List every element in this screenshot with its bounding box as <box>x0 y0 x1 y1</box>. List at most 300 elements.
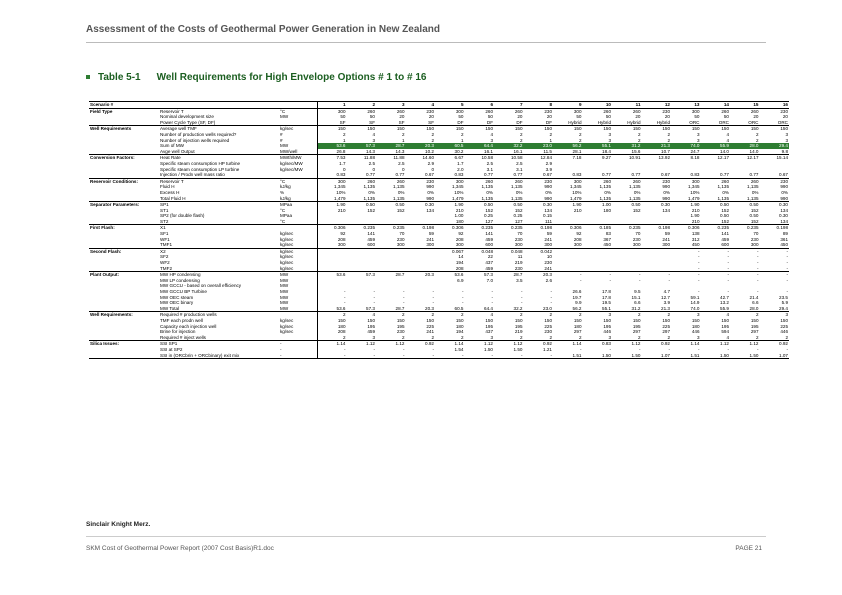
value-cell: 2 <box>612 312 642 318</box>
value-cell: 4 <box>726 334 729 340</box>
value-cell: 4 <box>347 312 377 318</box>
value-cell: 2.6 <box>545 277 552 283</box>
parameter-label: X1 <box>159 225 279 231</box>
table-number: Table 5-1 <box>98 72 141 83</box>
parameter-label: Required # production wells <box>159 312 279 318</box>
column-header: 9 <box>553 102 583 109</box>
value-cell: ORC <box>689 119 700 125</box>
value-cell: 150 <box>455 317 464 323</box>
value-cell: 225 <box>544 323 552 329</box>
value-cell: 150 <box>750 317 759 323</box>
value-cell: 6.6 <box>634 300 641 306</box>
value-cell: 150 <box>347 126 377 132</box>
value-cell: 3.5 <box>516 277 523 283</box>
value-cell: - <box>609 346 611 352</box>
value-cell: - <box>727 260 729 266</box>
value-cell: 20.3 <box>425 305 434 311</box>
value-cell: 14.3 <box>366 148 375 154</box>
unit-cell: kg/sec/MW <box>280 160 303 166</box>
value-cell: 92 <box>576 231 582 237</box>
value-cell: 20 <box>517 114 523 120</box>
value-cell: 28.1 <box>572 148 582 154</box>
value-cell: 14 <box>458 254 464 260</box>
value-cell: 1.14 <box>317 341 347 347</box>
parameter-label: MW HP condensing <box>159 272 279 278</box>
value-cell: 208 <box>573 236 582 242</box>
value-cell: - <box>701 272 731 278</box>
value-cell: 64.4 <box>465 143 495 149</box>
value-cell: 230 <box>406 178 436 184</box>
value-cell: - <box>583 272 613 278</box>
parameter-label: SP1 <box>159 202 279 208</box>
value-cell: 300 <box>691 108 700 114</box>
value-cell: 57.3 <box>366 305 375 311</box>
value-cell: - <box>432 346 434 352</box>
value-cell: 32.2 <box>513 305 523 311</box>
value-cell: 92 <box>458 231 464 237</box>
value-cell: 2 <box>431 334 434 340</box>
value-cell: 10.91 <box>612 155 642 161</box>
value-cell: 1.51 <box>553 353 583 359</box>
value-cell: - <box>697 265 700 271</box>
value-cell: 2 <box>785 334 788 340</box>
value-cell: 16.1 <box>513 148 523 154</box>
column-header: Scenario # <box>89 102 159 109</box>
value-cell: 219 <box>514 329 523 335</box>
value-cell: - <box>432 289 434 294</box>
value-cell: 2.5 <box>516 160 523 166</box>
value-cell: 31.2 <box>631 305 641 311</box>
value-cell: 300 <box>573 242 582 248</box>
column-header: 3 <box>376 102 406 109</box>
value-cell: 55.1 <box>583 143 613 149</box>
value-cell: - <box>697 346 700 352</box>
value-cell: 225 <box>780 323 788 329</box>
value-cell: 0.30 <box>779 213 788 219</box>
value-cell: 260 <box>583 178 613 184</box>
value-cell: 230 <box>760 178 790 184</box>
parameter-label: TMF2 <box>160 265 172 271</box>
value-cell: 230 <box>426 108 434 114</box>
parameter-label: Injection / Prodn well mass ratio <box>160 172 225 178</box>
value-cell: 300 <box>317 108 347 114</box>
value-cell: - <box>491 289 493 294</box>
value-cell: 450 <box>603 242 611 248</box>
value-cell: 2.9 <box>427 160 434 166</box>
value-cell: 1,479 <box>452 195 464 201</box>
unit-cell: MW <box>280 294 289 300</box>
value-cell: 83 <box>605 231 611 237</box>
value-cell: 152 <box>367 207 375 213</box>
value-cell: 3 <box>490 334 493 340</box>
value-cell: 195 <box>514 323 523 329</box>
value-cell: 195 <box>485 323 493 329</box>
value-cell: 1.50 <box>612 353 642 359</box>
value-cell: 300 <box>426 242 434 248</box>
parameter-label: X2 <box>159 248 279 254</box>
value-cell: 600 <box>721 242 729 248</box>
value-cell: 0.50 <box>701 202 731 208</box>
value-cell: - <box>317 289 347 295</box>
value-cell: 0.15 <box>543 213 552 219</box>
value-cell: 3 <box>372 334 375 340</box>
value-cell: 1,135 <box>363 184 375 190</box>
value-cell: 1.50 <box>583 353 613 359</box>
value-cell: - <box>402 346 405 352</box>
value-cell: 0.185 <box>583 225 613 231</box>
value-cell: 2 <box>494 312 524 318</box>
value-cell: 450 <box>780 242 788 248</box>
footer-rule <box>86 536 766 537</box>
value-cell: 2.0 <box>457 166 464 172</box>
value-cell: 22 <box>487 254 493 260</box>
value-cell: 150 <box>662 317 670 323</box>
value-cell: 3 <box>372 137 375 143</box>
value-cell: - <box>786 277 788 283</box>
value-cell: 150 <box>406 126 436 132</box>
value-cell: - <box>760 272 790 278</box>
value-cell: 208 <box>455 265 464 271</box>
value-cell: 2 <box>401 131 405 137</box>
unit-cell: kg/sec <box>280 329 294 335</box>
value-cell: 70 <box>635 231 641 237</box>
unit-cell: kg/sec <box>280 242 294 248</box>
parameter-label: ST2 <box>160 218 169 224</box>
value-cell: ORC <box>718 119 729 125</box>
value-cell: 150 <box>632 317 641 323</box>
value-cell: 4.7 <box>663 289 670 294</box>
value-cell: 195 <box>721 323 729 329</box>
value-cell: 150 <box>317 318 347 324</box>
value-cell: 2 <box>376 312 406 318</box>
value-cell: 10 <box>546 254 552 260</box>
value-cell: 3 <box>608 334 611 340</box>
value-cell: 0.30 <box>406 202 436 208</box>
value-cell: 2 <box>755 137 759 143</box>
value-cell: 134 <box>426 207 434 213</box>
value-cell: 437 <box>485 260 493 266</box>
value-cell: 3 <box>583 312 613 318</box>
unit-cell: % <box>280 189 285 195</box>
value-cell: 0% <box>751 189 759 195</box>
unit-cell: MW <box>279 272 317 278</box>
value-cell: 3 <box>671 312 701 318</box>
value-cell: 300 <box>455 108 464 114</box>
value-cell: 0.67 <box>661 172 670 178</box>
value-cell: 14.0 <box>749 148 759 154</box>
value-cell: 0 <box>401 166 405 172</box>
value-cell: - <box>550 294 552 300</box>
value-cell: 600 <box>485 242 493 248</box>
footer-doc: SKM Cost of Geothermal Power Report (2007 Cost Basis)R1.doc <box>86 545 274 552</box>
value-cell: 230 <box>662 108 670 114</box>
value-cell: 0.306 <box>435 225 465 231</box>
value-cell: 0.198 <box>524 225 554 231</box>
value-cell: 0.25 <box>484 213 493 219</box>
value-cell: 3 <box>785 137 788 143</box>
column-header: 1 <box>317 102 347 109</box>
value-cell: 14.0 <box>720 148 729 154</box>
unit-cell: °C <box>280 218 286 224</box>
unit-cell: kJ/kg <box>280 184 291 190</box>
value-cell: 0 <box>317 167 347 173</box>
value-cell: - <box>697 277 700 283</box>
value-cell: 1,135 <box>599 184 611 190</box>
value-cell: 195 <box>603 323 611 329</box>
value-cell: 29.4 <box>760 143 790 149</box>
value-cell: 19.7 <box>572 294 582 300</box>
value-cell: 297 <box>662 329 670 335</box>
unit-cell: kJ/kg <box>280 195 291 201</box>
value-cell: 150 <box>553 126 583 132</box>
value-cell: 3 <box>696 137 700 143</box>
value-cell: 195 <box>367 323 375 329</box>
table-caption: Well Requirements for High Envelope Options # 1 to # 16 <box>156 72 427 83</box>
value-cell: 20.3 <box>524 272 554 278</box>
value-cell: 150 <box>524 126 554 132</box>
value-cell: 2.5 <box>368 160 375 166</box>
value-cell: 260 <box>485 108 493 114</box>
unit-cell: °C <box>280 207 286 213</box>
value-cell: 10.2 <box>425 148 434 154</box>
value-cell: SF <box>317 120 347 126</box>
value-cell: 1,135 <box>717 184 729 190</box>
value-cell: 1.14 <box>435 341 465 347</box>
parameter-label: ST1 <box>160 207 169 213</box>
value-cell: 4 <box>726 137 729 143</box>
value-cell: 230 <box>544 260 552 266</box>
value-cell: 180 <box>317 324 347 330</box>
value-cell: 13.92 <box>642 155 672 161</box>
value-cell: 0.048 <box>494 248 524 254</box>
parameter-label: SF1 <box>160 231 169 237</box>
value-cell: 150 <box>367 317 375 323</box>
value-cell: 50 <box>487 114 493 120</box>
value-cell: 2 <box>637 131 641 137</box>
value-cell: - <box>579 346 582 352</box>
value-cell: 260 <box>603 108 611 114</box>
value-cell: 150 <box>691 317 700 323</box>
value-cell: 194 <box>455 329 464 335</box>
value-cell: 2 <box>642 312 672 318</box>
section-label <box>89 353 159 359</box>
value-cell: 180 <box>455 218 464 224</box>
value-cell: 0% <box>633 189 641 195</box>
value-cell: 0.235 <box>465 225 495 231</box>
unit-cell: kg/sec <box>280 254 294 260</box>
value-cell: 59 <box>428 231 434 237</box>
value-cell: - <box>730 248 760 254</box>
value-cell: - <box>347 353 377 359</box>
column-header: 8 <box>524 102 554 109</box>
parameter-label: SP2 (for double flash) <box>160 213 205 219</box>
value-cell: - <box>786 289 788 294</box>
value-cell: 230 <box>514 265 523 271</box>
value-cell: - <box>435 353 465 359</box>
value-cell: 1.12 <box>376 341 406 347</box>
value-cell: 260 <box>367 108 375 114</box>
value-cell: 459 <box>367 236 375 242</box>
value-cell: 6.67 <box>435 155 465 161</box>
value-cell: 1.00 <box>583 202 613 208</box>
value-cell: 11.88 <box>347 155 377 161</box>
value-cell: 50 <box>576 114 582 120</box>
value-cell: - <box>786 260 788 266</box>
value-cell: 1.90 <box>435 202 465 208</box>
value-cell: 3 <box>760 312 790 318</box>
parameter-label: Total Fluid H <box>160 195 186 201</box>
value-cell: - <box>461 300 464 306</box>
value-cell: 260 <box>701 178 731 184</box>
value-cell: 11.5 <box>543 148 552 154</box>
value-cell: - <box>317 353 347 359</box>
value-cell: Hybrid <box>597 119 611 125</box>
value-cell: - <box>609 277 611 283</box>
value-cell: - <box>317 300 347 306</box>
value-cell: 0.83 <box>572 172 582 178</box>
unit-cell: MPaa <box>279 202 317 208</box>
value-cell: - <box>553 272 583 278</box>
value-cell: 1,135 <box>629 184 641 190</box>
value-cell: 0.198 <box>642 225 672 231</box>
value-cell: 20 <box>546 114 552 120</box>
value-cell: - <box>402 300 405 306</box>
value-cell: 4 <box>372 131 375 137</box>
value-cell: 1.90 <box>690 213 700 219</box>
value-cell: 0.25 <box>513 213 523 219</box>
value-cell: 10.7 <box>661 148 670 154</box>
value-cell: 0.50 <box>612 202 642 208</box>
company-name: Sinclair Knight Merz. <box>86 521 151 528</box>
value-cell: 70 <box>517 231 523 237</box>
value-cell: 1,135 <box>511 184 523 190</box>
value-cell: 20 <box>664 114 670 120</box>
parameter-label: Required # inject wells <box>160 334 206 340</box>
value-cell: 0.235 <box>347 225 377 231</box>
value-cell: 0.30 <box>760 202 790 208</box>
value-cell: 50 <box>369 114 375 120</box>
value-cell: 0.306 <box>671 225 701 231</box>
value-cell: 0.83 <box>690 172 700 178</box>
value-cell: 2 <box>519 334 523 340</box>
value-cell: 225 <box>662 323 670 329</box>
value-cell: 1,479 <box>317 196 347 202</box>
value-cell: 208 <box>455 236 464 242</box>
value-cell: 2 <box>549 131 552 137</box>
value-cell: 0% <box>427 189 434 195</box>
value-cell: - <box>756 346 759 352</box>
table-title <box>86 72 426 83</box>
document-header: Assessment of the Costs of Geothermal Power Generation in New Zealand <box>86 24 440 35</box>
value-cell: 1 <box>401 137 405 143</box>
value-cell: 208 <box>317 329 347 335</box>
unit-cell: MW/well <box>280 148 298 154</box>
value-cell: 1,135 <box>511 195 523 201</box>
value-cell: 150 <box>573 317 582 323</box>
value-cell: 152 <box>632 207 641 213</box>
section-label: Field Type <box>90 108 113 114</box>
value-cell: 70 <box>753 231 759 237</box>
value-cell: 0.235 <box>494 225 524 231</box>
value-cell: 1.50 <box>513 346 523 352</box>
value-cell: 1,345 <box>688 184 700 190</box>
value-cell: - <box>727 346 729 352</box>
value-cell: 3.1 <box>486 166 493 172</box>
value-cell: Hybrid <box>656 119 670 125</box>
column-header: 7 <box>494 102 524 109</box>
value-cell: 53.6 <box>317 306 347 312</box>
column-header: 2 <box>347 102 377 109</box>
value-cell: - <box>756 289 759 294</box>
column-header: 10 <box>583 102 613 109</box>
value-cell: 15.6 <box>631 148 641 154</box>
value-cell: 3 <box>696 131 700 137</box>
value-cell: 1.14 <box>553 341 583 347</box>
value-cell: 7.18 <box>553 155 583 161</box>
value-cell: 2 <box>519 137 523 143</box>
value-cell: 152 <box>750 207 759 213</box>
unit-cell: kg/sec <box>279 248 317 254</box>
value-cell: 1,135 <box>717 195 729 201</box>
parameter-label: Reservoir T <box>160 108 184 114</box>
unit-cell: kg/sec/MW <box>280 166 303 172</box>
value-cell: SF <box>428 119 434 125</box>
value-cell: 20 <box>782 114 788 120</box>
value-cell: 10% <box>690 189 700 195</box>
value-cell: 1.12 <box>465 341 495 347</box>
value-cell: 13.2 <box>720 300 729 306</box>
value-cell: 150 <box>494 126 524 132</box>
value-cell: 1,135 <box>629 195 641 201</box>
parameter-label: MW Total <box>160 305 180 311</box>
value-cell: 230 <box>524 178 554 184</box>
value-cell: 1.12 <box>494 341 524 347</box>
value-cell: 0.50 <box>749 213 759 219</box>
value-cell: 208 <box>317 237 347 243</box>
value-cell: 260 <box>721 108 729 114</box>
value-cell: 2 <box>637 334 641 340</box>
value-cell: 57.3 <box>347 143 377 149</box>
value-cell: 1.90 <box>553 202 583 208</box>
value-cell: 194 <box>455 260 464 266</box>
value-cell: 20 <box>753 114 759 120</box>
value-cell: 28.0 <box>730 143 760 149</box>
value-cell: - <box>579 277 582 283</box>
value-cell: 10% <box>454 189 464 195</box>
value-cell: 2 <box>524 312 554 318</box>
section-label: Well Requirements: <box>89 312 159 318</box>
value-cell: 1.7 <box>317 161 347 167</box>
value-cell: - <box>786 254 788 260</box>
unit-cell: - <box>280 346 282 352</box>
parameter-label: Number of injection wells required <box>160 137 230 143</box>
value-cell: 0.306 <box>317 225 347 231</box>
value-cell: 12.17 <box>730 155 760 161</box>
unit-cell: kg/sec <box>280 317 294 323</box>
value-cell: 2 <box>667 131 670 137</box>
value-cell: 300 <box>750 242 759 248</box>
value-cell: 2 <box>317 335 347 341</box>
unit-cell: kg/sec <box>280 231 294 237</box>
value-cell: 134 <box>780 207 788 213</box>
value-cell: - <box>317 295 347 301</box>
value-cell: 3 <box>785 131 788 137</box>
value-cell: 300 <box>514 242 523 248</box>
value-cell: 138 <box>691 231 700 237</box>
unit-cell: °C <box>279 178 317 184</box>
value-cell: 312 <box>691 236 700 242</box>
value-cell: Hybrid <box>568 119 582 125</box>
